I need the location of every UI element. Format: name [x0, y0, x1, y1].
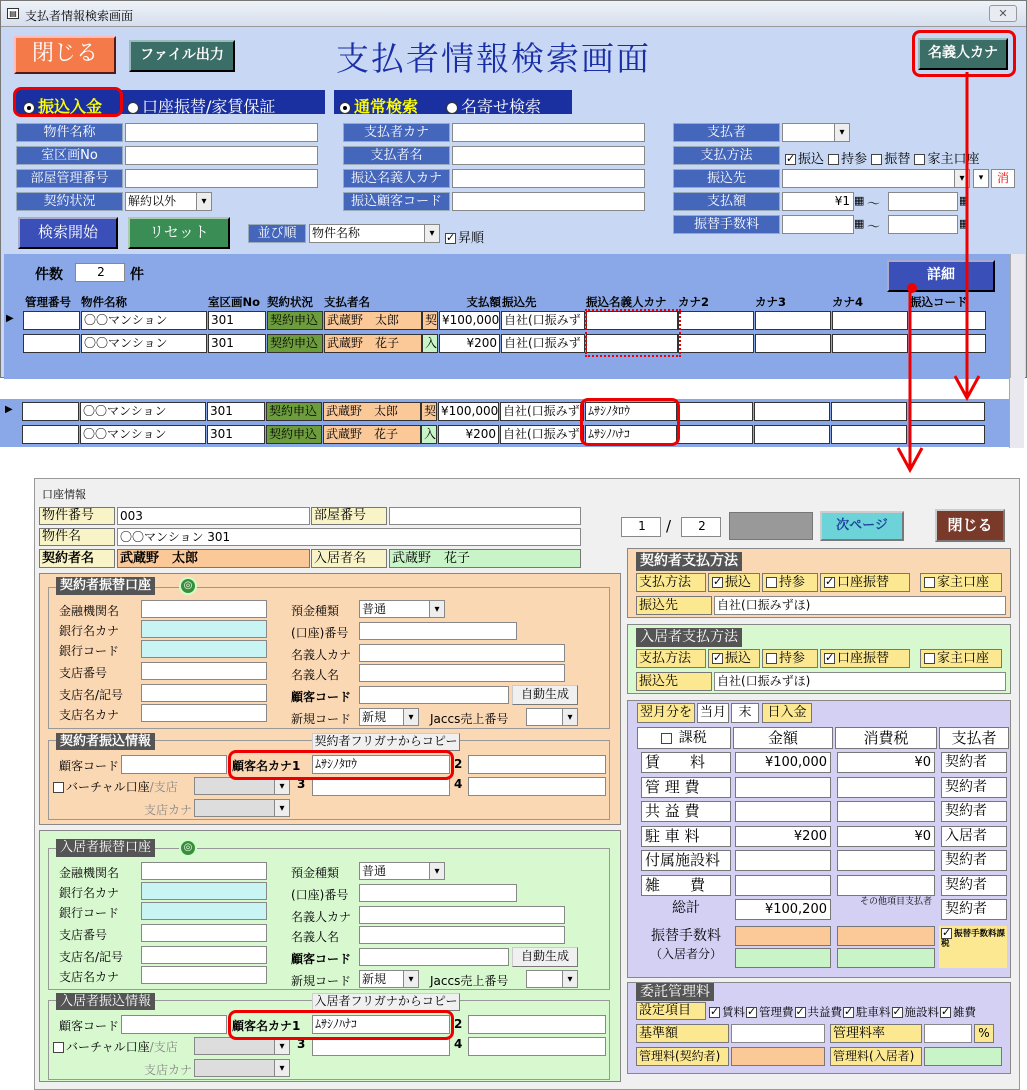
- mode-transfer[interactable]: 振込入金: [23, 94, 102, 117]
- percent-label: %: [974, 1024, 994, 1043]
- column-header[interactable]: 支払額: [466, 295, 501, 309]
- bank-field-label: 支店名/記号: [59, 950, 124, 964]
- calc-icon[interactable]: ▦: [854, 217, 865, 230]
- bank-field-label: 銀行コード: [59, 906, 120, 920]
- cust-kana1-input[interactable]: ﾑｻｼﾉﾀﾛｳ: [312, 755, 450, 774]
- commission-checkboxes: [709, 1004, 977, 1020]
- bank-field-input[interactable]: [141, 924, 267, 942]
- cell-room[interactable]: 301: [208, 334, 266, 353]
- cell-payer[interactable]: 武蔵野 太郎: [323, 402, 421, 421]
- cell-room[interactable]: 301: [208, 311, 266, 330]
- setting-label: 設定項目: [636, 1002, 706, 1020]
- dest-label: 振込先: [636, 672, 712, 691]
- payer-name-label: 支払者名: [343, 146, 450, 165]
- bank-field-label: 支店名カナ: [59, 708, 120, 722]
- prop-name-value: 〇〇マンション 301: [117, 528, 581, 546]
- deposit-type-select[interactable]: 普通 ▾: [359, 600, 445, 618]
- bank-field-input[interactable]: [141, 902, 267, 920]
- item-payer[interactable]: 契約者: [941, 850, 1007, 871]
- asc-checkbox[interactable]: ✓ 昇順: [445, 227, 484, 246]
- sort-label: 並び順: [248, 224, 306, 243]
- branch-kana-label: 支店カナ: [144, 803, 193, 817]
- cell-room[interactable]: 301: [207, 402, 265, 421]
- account-field-label: 預金種類: [291, 866, 340, 880]
- highlight-box: [228, 1010, 454, 1040]
- other-payer-value[interactable]: 契約者: [941, 899, 1007, 920]
- base-input[interactable]: [731, 1024, 825, 1043]
- mode-account[interactable]: 口座振替/家賃保証: [127, 94, 275, 117]
- item-tax[interactable]: ¥0: [837, 752, 935, 773]
- kana3-label: 3: [297, 1037, 306, 1051]
- cell-room[interactable]: 301: [207, 425, 265, 444]
- cell-kana[interactable]: ﾑｻｼﾉﾊﾅｺ: [585, 425, 677, 444]
- kana3-label: 3: [297, 777, 306, 791]
- cust-kana4-input[interactable]: [468, 777, 606, 796]
- pay-method-label: 支払方法: [636, 649, 706, 668]
- cust-kana1-label: 顧客名カナ1: [232, 1019, 301, 1033]
- item-amount[interactable]: [735, 777, 831, 798]
- column-header[interactable]: 管理番号: [25, 295, 71, 309]
- cust-kana2-input[interactable]: [468, 755, 606, 774]
- search-button[interactable]: 検索開始: [18, 217, 118, 249]
- bank-field-input[interactable]: [141, 704, 267, 722]
- column-header[interactable]: 物件名称: [81, 295, 127, 309]
- account-field-label: 名義人名: [291, 668, 340, 682]
- cell-type[interactable]: 契: [422, 311, 438, 330]
- item-tax[interactable]: [837, 875, 935, 896]
- items-column-header: 支払者: [939, 727, 1009, 749]
- bank-field-input[interactable]: [141, 662, 267, 680]
- kana4-label: 4: [454, 1037, 463, 1051]
- account-field-label: 新規コード: [291, 712, 352, 726]
- commission-item-checkbox[interactable]: ✓ 雑費: [940, 1005, 976, 1019]
- total-label: 総計: [672, 900, 700, 916]
- calc-icon[interactable]: ▦: [959, 194, 970, 207]
- column-header[interactable]: 室区画No: [208, 295, 261, 309]
- detail-button[interactable]: 詳細: [887, 260, 995, 292]
- pay-opt-transfer[interactable]: ✓ 振込: [785, 152, 824, 167]
- reset-button[interactable]: リセット: [128, 217, 230, 249]
- clear-button[interactable]: 消: [991, 169, 1015, 188]
- items-table: [637, 727, 1009, 975]
- cell-amount[interactable]: ¥100,000: [439, 311, 500, 330]
- fee-tax-checkbox[interactable]: ✓振替手数料課税: [939, 926, 1007, 968]
- contractor-pay-title: 契約者支払方法: [636, 552, 742, 571]
- window-title: 支払者情報検索画面: [25, 9, 134, 23]
- jaccs-select[interactable]: [526, 708, 578, 726]
- globe-icon[interactable]: ◎: [179, 839, 197, 857]
- kana4-label: 4: [454, 777, 463, 791]
- globe-icon[interactable]: ◎: [179, 577, 197, 595]
- column-header[interactable]: 振込先: [502, 295, 537, 309]
- current-row-indicator[interactable]: ▶: [6, 313, 14, 324]
- virtual-account-checkbox[interactable]: バーチャル口座/支店: [53, 1038, 178, 1055]
- cust-kana4-input[interactable]: [468, 1037, 606, 1056]
- pay-option-checkbox[interactable]: ✓ 振込: [708, 573, 760, 592]
- item-name: 駐 車 料: [641, 826, 731, 847]
- amount-from-input[interactable]: ¥1: [782, 192, 854, 211]
- bank-field-label: 支店名/記号: [59, 688, 124, 702]
- fee-contractor-amount[interactable]: [735, 926, 831, 946]
- copy-contractor-kana-button[interactable]: 契約者フリガナからコピー: [312, 733, 460, 751]
- kana2-label: 2: [454, 1017, 463, 1031]
- resident-pay-title: 入居者支払方法: [636, 628, 742, 647]
- payer-kana-label: 支払者カナ: [343, 123, 450, 142]
- item-payer[interactable]: 契約者: [941, 752, 1007, 773]
- cell-status[interactable]: 契約申込: [267, 311, 323, 330]
- transfer-to-expand-icon[interactable]: ▾: [973, 169, 989, 188]
- bank-field-input[interactable]: [141, 620, 267, 638]
- mode-name-search[interactable]: 名寄せ検索: [446, 94, 541, 117]
- pay-option-checkbox[interactable]: 家主口座: [920, 649, 1002, 668]
- item-payer[interactable]: 契約者: [941, 777, 1007, 798]
- account-field-label: 顧客コード: [291, 952, 352, 966]
- bank-field-label: 金融機関名: [59, 866, 120, 880]
- bank-field-input[interactable]: [141, 684, 267, 702]
- prop-name-label: 物件名: [39, 528, 115, 546]
- cell-name[interactable]: 〇〇マンション: [81, 334, 207, 353]
- cell-payer[interactable]: 武蔵野 太郎: [324, 311, 422, 330]
- bank-field-input[interactable]: [141, 946, 267, 964]
- item-name: 賃 料: [641, 752, 731, 773]
- item-payer[interactable]: 契約者: [941, 875, 1007, 896]
- next-page-button[interactable]: 次ページ: [820, 511, 904, 541]
- account-field-label: (口座)番号: [291, 626, 349, 640]
- item-amount[interactable]: [735, 875, 831, 896]
- commission-title: 委託管理料: [636, 983, 714, 1001]
- base-label: 基準額: [636, 1024, 729, 1043]
- column-header[interactable]: 振込コード: [910, 295, 968, 309]
- cell-dest[interactable]: 自社(口振みず: [500, 402, 584, 421]
- pay-opt-owner[interactable]: 家主口座: [914, 152, 979, 167]
- column-header[interactable]: 契約状況: [267, 295, 313, 309]
- bank-field-label: 支店番号: [59, 928, 108, 942]
- cust-kana1-label: 顧客名カナ1: [232, 759, 301, 773]
- count-value: 2: [75, 263, 125, 282]
- fee-resident-input[interactable]: [924, 1047, 1002, 1066]
- virtual-account-checkbox[interactable]: バーチャル口座/支店: [53, 778, 178, 795]
- account-field-label: 顧客コード: [291, 690, 352, 704]
- bank-field-input[interactable]: [141, 966, 267, 984]
- page-current: 1: [621, 517, 661, 537]
- month-select[interactable]: 当月: [697, 703, 729, 723]
- page-separator: /: [666, 517, 672, 535]
- tax-header[interactable]: 課税: [637, 727, 731, 749]
- calc-icon[interactable]: ▦: [854, 194, 865, 207]
- commission-item-checkbox[interactable]: ✓ 管理費: [746, 1005, 794, 1019]
- fee-contractor-label: 管理料(契約者): [636, 1047, 729, 1066]
- bank-field-input[interactable]: [141, 600, 267, 618]
- pay-option-checkbox[interactable]: ✓ 口座振替: [820, 649, 910, 668]
- pay-option-checkbox[interactable]: ✓ 振込: [708, 649, 760, 668]
- fee-resident-label: 管理料(入居者): [830, 1047, 922, 1066]
- cell-type[interactable]: 入: [422, 334, 438, 353]
- cell-name[interactable]: 〇〇マンション: [80, 425, 206, 444]
- count-label: 件数: [35, 267, 63, 283]
- rate-label: 管理料率: [830, 1024, 922, 1043]
- bank-field-label: 銀行コード: [59, 644, 120, 658]
- jaccs-select[interactable]: [526, 970, 578, 988]
- bank-field-input[interactable]: [141, 640, 267, 658]
- bank-field-label: 銀行名カナ: [59, 886, 120, 900]
- dest-label: 振込先: [636, 596, 712, 615]
- copy-resident-kana-button[interactable]: 入居者フリガナからコピー: [312, 993, 460, 1011]
- items-column-header: 消費税: [835, 727, 937, 749]
- account-field-label: (口座)番号: [291, 888, 349, 902]
- other-payer-label: その他項目支払者: [859, 897, 932, 907]
- contractor-value: 武蔵野 太郎: [117, 549, 310, 568]
- cell-type[interactable]: 入: [421, 425, 437, 444]
- page-title: 支払者情報検索画面: [336, 39, 651, 78]
- kana2-label: 2: [454, 757, 463, 771]
- fee-contractor-tax[interactable]: [837, 926, 935, 946]
- cell-type[interactable]: 契: [421, 402, 437, 421]
- item-name: 雑 費: [641, 875, 731, 896]
- auto-generate-button[interactable]: 自動生成: [512, 947, 578, 967]
- dialog-title: 口座情報: [42, 488, 86, 501]
- column-header[interactable]: カナ2: [678, 295, 710, 309]
- holder-kana-button[interactable]: 名義人カナ: [918, 38, 1008, 70]
- column-header[interactable]: 振込名義人カナ: [586, 295, 667, 309]
- range-tilde: ～: [867, 197, 881, 212]
- jaccs-label: Jaccs売上番号: [430, 712, 509, 726]
- dest-value[interactable]: 自社(口振みずほ): [714, 672, 1006, 691]
- account-number-input[interactable]: [359, 622, 517, 640]
- room-mgmt-label: 部屋管理番号: [16, 169, 123, 188]
- bank-field-label: 銀行名カナ: [59, 624, 120, 638]
- branch-kana-select[interactable]: [194, 1059, 290, 1077]
- cell-dest[interactable]: 自社(口振みず: [501, 311, 585, 330]
- customer-code-input[interactable]: [121, 755, 227, 774]
- cell-status[interactable]: 契約申込: [266, 425, 322, 444]
- commission-item-checkbox[interactable]: ✓ 賃料: [709, 1005, 745, 1019]
- rate-input[interactable]: [924, 1024, 972, 1043]
- item-amount[interactable]: [735, 801, 831, 822]
- room-no-label: 部屋番号: [311, 507, 387, 525]
- customer-code-input[interactable]: [359, 686, 509, 704]
- room-no-value: [389, 507, 581, 525]
- payer-label: 支払者: [673, 123, 780, 142]
- range-tilde: ～: [867, 220, 881, 235]
- arrow-origin-dot: [907, 283, 917, 293]
- cell-name[interactable]: 〇〇マンション: [80, 402, 206, 421]
- dialog-close-button[interactable]: 閉じる: [935, 509, 1005, 542]
- auto-generate-button[interactable]: 自動生成: [512, 685, 578, 705]
- item-tax[interactable]: [837, 850, 935, 871]
- arrow-overlay: [0, 0, 1027, 480]
- close-button[interactable]: 閉じる: [14, 36, 116, 74]
- cell-amount[interactable]: ¥100,000: [438, 402, 499, 421]
- items-column-header: 金額: [733, 727, 833, 749]
- file-export-button[interactable]: ファイル出力: [129, 40, 235, 72]
- pay-option-checkbox[interactable]: ✓ 口座振替: [820, 573, 910, 592]
- holder-name-input[interactable]: [359, 926, 565, 944]
- sort-select[interactable]: 物件名称 ▾: [309, 224, 440, 243]
- column-header[interactable]: 支払者名: [324, 295, 370, 309]
- resident-account-title: 入居者振替口座: [56, 839, 155, 857]
- holder-name-input[interactable]: [359, 664, 565, 682]
- branch-kana-select[interactable]: [194, 799, 290, 817]
- item-payer[interactable]: 契約者: [941, 801, 1007, 822]
- contractor-account-title: 契約者振替口座: [56, 577, 155, 595]
- transfer-code-label: 振込顧客コード: [343, 192, 450, 211]
- fee-contractor-input[interactable]: [731, 1047, 825, 1066]
- account-field-label: 名義人カナ: [291, 648, 352, 662]
- cell-payer[interactable]: 武蔵野 花子: [323, 425, 421, 444]
- fee-label: 振替手数料: [673, 215, 780, 234]
- window-icon: ▤: [7, 8, 19, 19]
- close-icon[interactable]: ✕: [989, 5, 1017, 22]
- holder-kana-input[interactable]: [359, 644, 565, 662]
- contractor-label: 契約者名: [39, 549, 115, 568]
- total-value: ¥100,200: [735, 899, 831, 920]
- column-header[interactable]: カナ4: [832, 295, 864, 309]
- prev-page-button[interactable]: [729, 512, 813, 540]
- cust-kana2-input[interactable]: [468, 1015, 606, 1034]
- item-amount[interactable]: [735, 850, 831, 871]
- transfer-to-label: 振込先: [673, 169, 780, 188]
- bank-field-label: 支店番号: [59, 666, 108, 680]
- bank-field-label: 支店名カナ: [59, 970, 120, 984]
- pay-option-checkbox[interactable]: 持参: [762, 649, 818, 668]
- account-field-label: 預金種類: [291, 604, 340, 618]
- item-payer[interactable]: 入居者: [941, 826, 1007, 847]
- pay-method-label: 支払方法: [636, 573, 706, 592]
- customer-code-input[interactable]: [121, 1015, 227, 1034]
- fee-sub-label: （入居者分）: [649, 947, 722, 961]
- current-row-indicator[interactable]: ▶: [5, 404, 13, 415]
- commission-item-checkbox[interactable]: ✓ 共益費: [795, 1005, 843, 1019]
- cell-kana[interactable]: ﾑｻｼﾉﾀﾛｳ: [585, 402, 677, 421]
- cust-kana1-input[interactable]: ﾑｻｼﾉﾊﾅｺ: [312, 1015, 450, 1034]
- new-code-select[interactable]: 新規 ▾: [359, 708, 419, 726]
- cell-amount[interactable]: ¥200: [438, 425, 499, 444]
- day-in-label: 日入金: [762, 703, 812, 723]
- dest-value[interactable]: 自社(口振みずほ): [714, 596, 1006, 615]
- account-field-label: 新規コード: [291, 974, 352, 988]
- item-tax[interactable]: [837, 777, 935, 798]
- bank-field-label: 金融機関名: [59, 604, 120, 618]
- customer-code-label: 顧客コード: [59, 1019, 120, 1033]
- highlight-box: [228, 750, 454, 780]
- bank-field-input[interactable]: [141, 882, 267, 900]
- cell-dest[interactable]: 自社(口振みず: [500, 425, 584, 444]
- customer-code-label: 顧客コード: [59, 759, 120, 773]
- contract-status-label: 契約状況: [16, 192, 123, 211]
- room-no-label: 室区画No: [16, 146, 123, 165]
- holder-kana-input[interactable]: [359, 906, 565, 924]
- contract-status-select[interactable]: 解約以外 ▾: [125, 192, 212, 211]
- contractor-transfer-title: 契約者振込情報: [56, 733, 155, 750]
- cell-status[interactable]: 契約申込: [267, 334, 323, 353]
- customer-code-input[interactable]: [359, 948, 509, 966]
- fee-resident-amount[interactable]: [735, 948, 831, 968]
- account-field-label: 名義人カナ: [291, 910, 352, 924]
- day-input[interactable]: 末: [731, 703, 759, 723]
- account-number-input[interactable]: [359, 884, 517, 902]
- calc-icon[interactable]: ▦: [959, 217, 970, 230]
- cell-name[interactable]: 〇〇マンション: [81, 311, 207, 330]
- bank-field-input[interactable]: [141, 862, 267, 880]
- account-field-label: 名義人名: [291, 930, 340, 944]
- item-name: 付属施設料: [641, 850, 731, 871]
- resident-transfer-title: 入居者振込情報: [56, 993, 155, 1010]
- item-amount[interactable]: ¥100,000: [735, 752, 831, 773]
- pay-method-label: 支払方法: [673, 146, 780, 165]
- prop-no-label: 物件番号: [39, 507, 115, 525]
- item-tax[interactable]: [837, 801, 935, 822]
- column-header[interactable]: カナ3: [755, 295, 787, 309]
- deposit-type-select[interactable]: 普通 ▾: [359, 862, 445, 880]
- mode-normal-search[interactable]: 通常検索: [339, 94, 418, 117]
- transfer-kana-label: 振込名義人カナ: [343, 169, 450, 188]
- item-amount[interactable]: ¥200: [735, 826, 831, 847]
- fee-resident-tax[interactable]: [837, 948, 935, 968]
- pay-option-checkbox[interactable]: 持参: [762, 573, 818, 592]
- commission-item-checkbox[interactable]: ✓ 施設料: [892, 1005, 940, 1019]
- branch-kana-label: 支店カナ: [144, 1063, 193, 1077]
- prop-no-value: 003: [117, 507, 310, 525]
- pay-opt-debit[interactable]: 振替: [871, 152, 910, 167]
- count-unit: 件: [130, 267, 144, 283]
- resident-label: 入居者名: [311, 549, 387, 568]
- cell-dest[interactable]: 自社(口振みず: [501, 334, 585, 353]
- next-month-label: 翌月分を: [637, 703, 695, 723]
- cell-payer[interactable]: 武蔵野 花子: [324, 334, 422, 353]
- cell-status[interactable]: 契約申込: [266, 402, 322, 421]
- new-code-select[interactable]: 新規 ▾: [359, 970, 419, 988]
- item-name: 共 益 費: [641, 801, 731, 822]
- jaccs-label: Jaccs売上番号: [430, 974, 509, 988]
- item-name: 管 理 費: [641, 777, 731, 798]
- amount-label: 支払額: [673, 192, 780, 211]
- item-tax[interactable]: ¥0: [837, 826, 935, 847]
- cell-amount[interactable]: ¥200: [439, 334, 500, 353]
- resident-value: 武蔵野 花子: [389, 549, 581, 568]
- property-name-label: 物件名称: [16, 123, 123, 142]
- commission-item-checkbox[interactable]: ✓ 駐車料: [843, 1005, 891, 1019]
- fee-label: 振替手数料: [651, 928, 721, 944]
- pay-opt-bring[interactable]: 持参: [828, 152, 867, 167]
- pay-option-checkbox[interactable]: 家主口座: [920, 573, 1002, 592]
- page-total: 2: [681, 517, 721, 537]
